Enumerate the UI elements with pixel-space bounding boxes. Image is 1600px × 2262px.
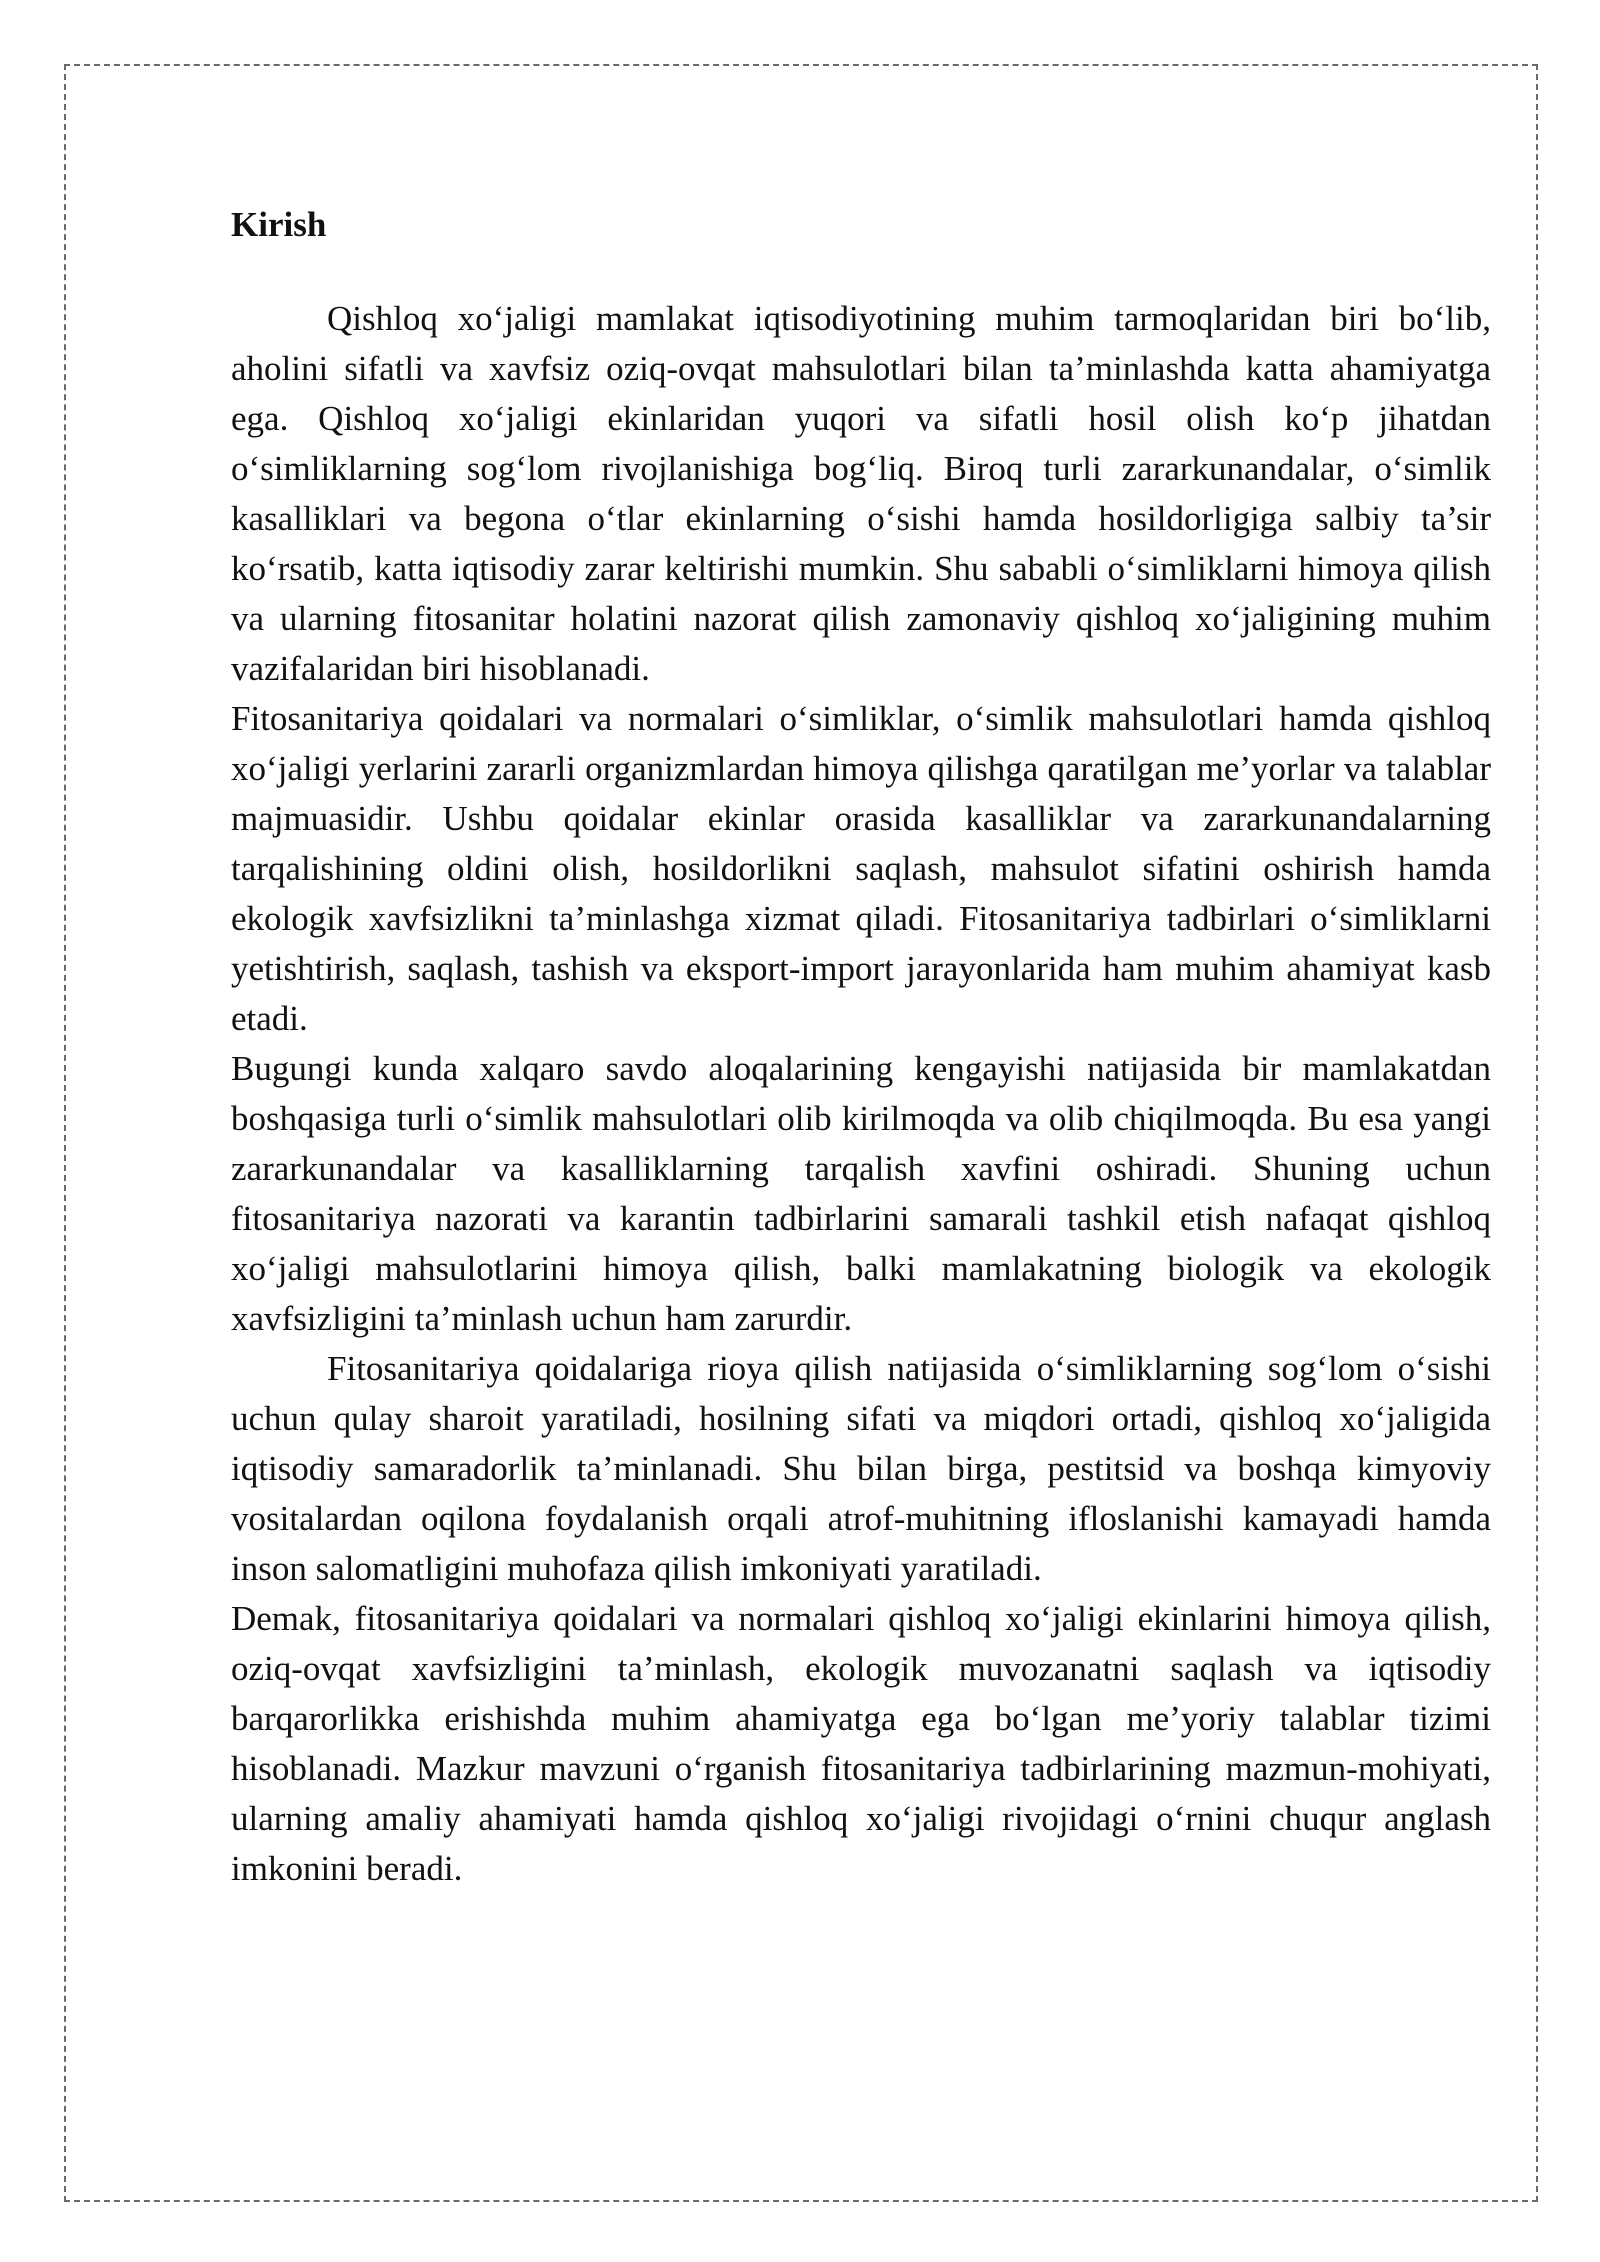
paragraph-4: Fitosanitariya qoidalariga rioya qilish natijasida o‘simliklarning sog‘lom o‘sishi uchun qulay sharoit yaratiladi, hosilning sifati va miqdori ortadi, qishloq xo‘jaligida iqtisodiy samaradorlik ta’minlanadi. Shu bilan birga, pestitsid va boshqa kimyoviy vositalardan oqilona foydalanish orqali atrof-muhitning ifloslanishi kamayadi hamda inson salomatligini muhofaza qilish imkoniyati yaratiladi. [231, 1349, 1491, 1588]
paragraph-2: Fitosanitariya qoidalari va normalari o‘simliklar, o‘simlik mahsulotlari hamda qishloq xo‘jaligi yerlarini zararli organizmlardan himoya qilishga qaratilgan me’yorlar va talablar majmuasidir. Ushbu qoidalar ekinlar orasida kasalliklar va zararkunandalarning tarqalishining oldini olish, hosildorlikni saqlash, mahsulot sifatini oshirish hamda ekologik xavfsizlikni ta’minlashga xizmat qiladi. Fitosanitariya tadbirlari o‘simliklarni yetishtirish, saqlash, tashish va eksport-import jarayonlarida ham muhim ahamiyat kasb etadi. [231, 699, 1491, 1038]
paragraph-5: Demak, fitosanitariya qoidalari va normalari qishloq xo‘jaligi ekinlarini himoya qilish, oziq-ovqat xavfsizligini ta’minlash, ekologik muvozanatni saqlash va iqtisodiy barqarorlikka erishishda muhim ahamiyatga ega bo‘lgan me’yoriy talablar tizimi hisoblanadi. Mazkur mavzuni o‘rganish fitosanitariya tadbirlarining mazmun-mohiyati, ularning amaliy ahamiyati hamda qishloq xo‘jaligi rivojidagi o‘rnini chuqur anglash imkonini beradi. [231, 1599, 1491, 1888]
paragraph-3: Bugungi kunda xalqaro savdo aloqalarining kengayishi natijasida bir mamlakatdan boshqasiga turli o‘simlik mahsulotlari olib kirilmoqda va olib chiqilmoqda. Bu esa yangi zararkunandalar va kasalliklarning tarqalish xavfini oshiradi. Shuning uchun fitosanitariya nazorati va karantin tadbirlarini samarali tashkil etish nafaqat qishloq xo‘jaligi mahsulotlarini himoya qilish, balki mamlakatning biologik va ekologik xavfsizligini ta’minlash uchun ham zarurdir. [231, 1049, 1491, 1338]
document-body [231, 200, 1491, 1894]
section-heading: Kirish [231, 205, 327, 244]
paragraph-1: Qishloq xo‘jaligi mamlakat iqtisodiyotining muhim tarmoqlaridan biri bo‘lib, aholini sifatli va xavfsiz oziq-ovqat mahsulotlari bilan ta’minlashda katta ahamiyatga ega. Qishloq xo‘jaligi ekinlaridan yuqori va sifatli hosil olish ko‘p jihatdan o‘simliklarning sog‘lom rivojlanishiga bog‘liq. Biroq turli zararkunandalar, o‘simlik kasalliklari va begona o‘tlar ekinlarning o‘sishi hamda hosildorligiga salbiy ta’sir ko‘rsatib, katta iqtisodiy zarar keltirishi mumkin. Shu sababli o‘simliklarni himoya qilish va ularning fitosanitar holatini nazorat qilish zamonaviy qishloq xo‘jaligining muhim vazifalaridan biri hisoblanadi. [231, 299, 1491, 688]
